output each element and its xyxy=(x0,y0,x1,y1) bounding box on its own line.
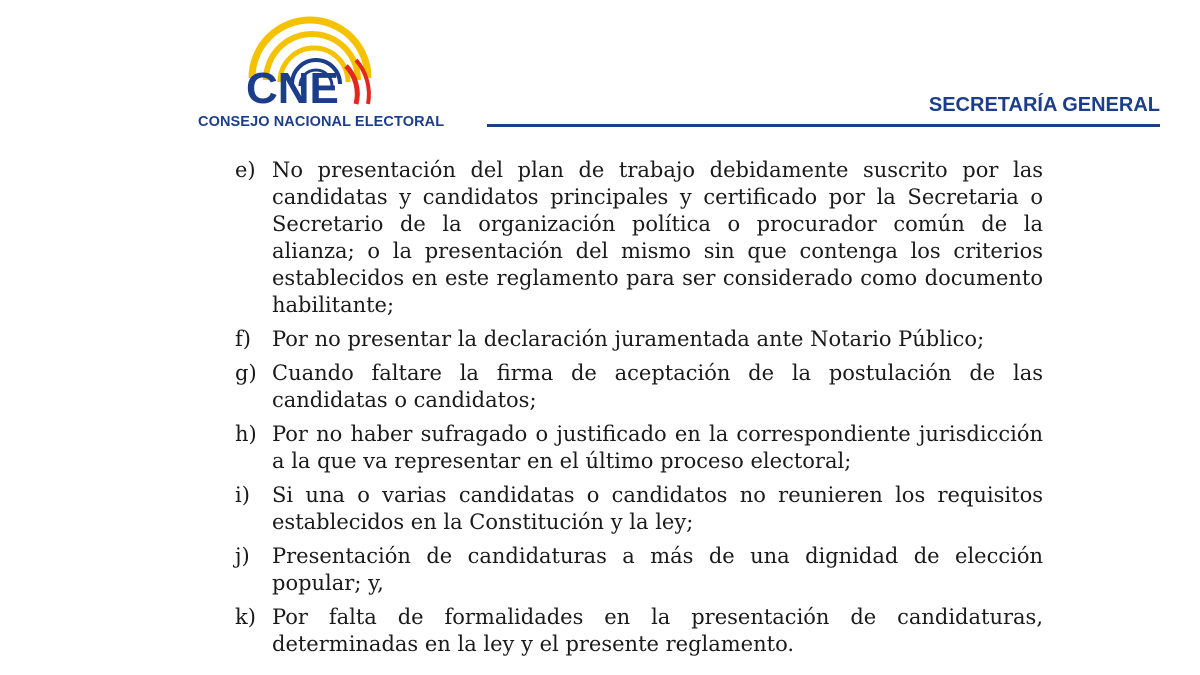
item-marker: g) xyxy=(235,361,257,385)
item-marker: j) xyxy=(235,544,250,568)
item-text: Cuando faltare la firma de aceptación de la postulación de las candidatas o candidatos; xyxy=(272,361,1043,412)
item-text: Por no presentar la declaración juramentada ante Notario Público; xyxy=(272,327,985,351)
item-marker: h) xyxy=(235,422,257,446)
item-text: Por falta de formalidades en la presentación de candidaturas, determinadas en la ley y el presente reglamento. xyxy=(272,605,1043,656)
cne-logo-emblem xyxy=(196,6,396,116)
document-header xyxy=(0,0,1200,135)
list-item xyxy=(232,482,1043,536)
item-marker: f) xyxy=(235,327,251,351)
item-text: Presentación de candidaturas a más de una dignidad de elección popular; y, xyxy=(272,544,1043,595)
cne-logo xyxy=(196,6,445,130)
list-item xyxy=(232,604,1043,658)
numeral-list xyxy=(232,157,1043,665)
header-rule xyxy=(487,124,1160,127)
item-text: No presentación del plan de trabajo debidamente suscrito por las candidatas y candidatos principales y certificado por la Secretaria o Secretario de la organización política o procurador común de la alianza; o la presentación del mismo sin que contenga los criterios establecidos en este reglamento para ser considerado como documento habilitante; xyxy=(272,158,1043,317)
section-title: SECRETARÍA GENERAL xyxy=(928,94,1160,116)
item-text: Por no haber sufragado o justificado en la correspondiente jurisdicción a la que va representar en el último proceso electoral; xyxy=(272,422,1043,473)
item-marker: i) xyxy=(235,483,250,507)
list-item xyxy=(232,421,1043,475)
item-text: Si una o varias candidatas o candidatos no reunieren los requisitos establecidos en la Constitución y la ley; xyxy=(272,483,1043,534)
item-marker: e) xyxy=(235,158,256,182)
cne-wordmark: CNE xyxy=(246,64,339,113)
logo-caption: CONSEJO NACIONAL ELECTORAL xyxy=(198,114,445,130)
item-marker: k) xyxy=(235,605,256,629)
list-item xyxy=(232,360,1043,414)
list-item xyxy=(232,326,1043,353)
list-item xyxy=(232,543,1043,597)
list-item xyxy=(232,157,1043,319)
